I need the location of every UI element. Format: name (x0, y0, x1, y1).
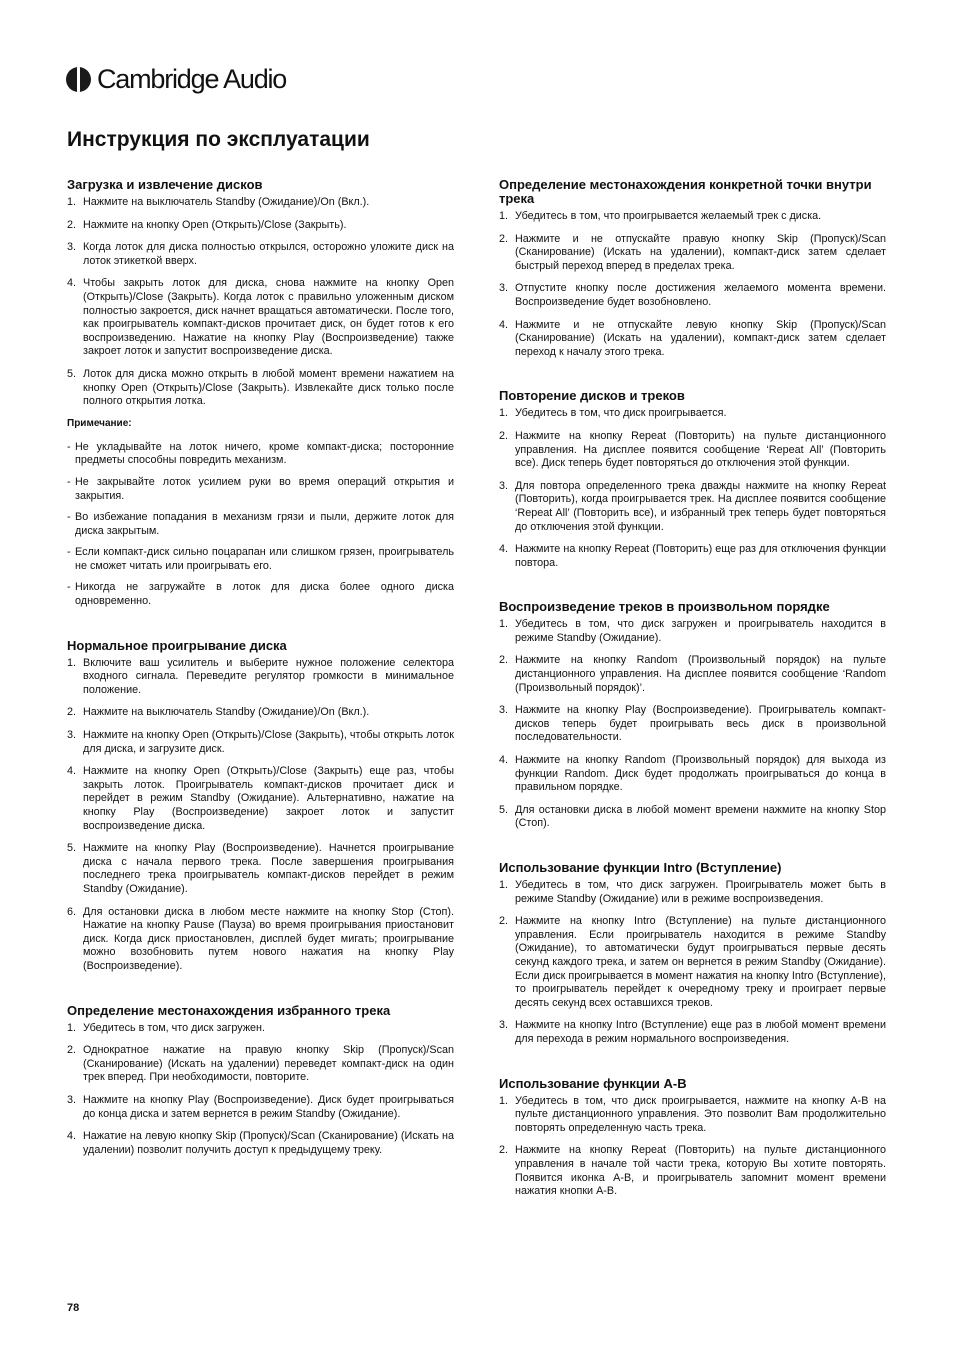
section (67, 1004, 454, 1158)
item-text: Убедитесь в том, что диск загружен и проигрыватель находится в режиме Standby (Ожидание). (515, 618, 886, 644)
section-heading: Определение местонахождения конкретной точки внутри трека (499, 177, 872, 206)
item-text: Нажмите на кнопку Random (Произвольный порядок) для выхода из функции Random. Диск будет продолжать проигрываться до конца в правильном порядке. (515, 754, 886, 794)
list-item (67, 765, 454, 833)
list-item (499, 543, 886, 570)
list-item (499, 1144, 886, 1198)
item-text: Нажмите на кнопку Repeat (Повторить) на пульте дистанционного управления в начале той части трека, которую Вы хотите повторять. Появится иконка A-B, и проигрыватель запомнит момент времени нажатия кнопки A-B. (515, 1144, 886, 1198)
note-text: Во избежание попадания в механизм грязи и пыли, держите лоток для диска закрытым. (75, 511, 454, 537)
note-dash: - (67, 546, 71, 559)
item-number: 2. (499, 1144, 509, 1157)
list-item (67, 657, 454, 698)
item-number: 3. (67, 1093, 77, 1106)
list-item (499, 407, 886, 421)
section-heading: Загрузка и извлечение дисков (67, 177, 263, 192)
section-heading: Повторение дисков и треков (499, 388, 685, 404)
list-item (499, 915, 886, 1010)
item-text: Нажмите на кнопку Repeat (Повторить) на пульте дистанционного управления. На дисплее появится сообщение ‘Repeat All’ (Повторить все). Диск теперь будет повторяться до отключения этой функции. (515, 429, 886, 470)
section-heading: Определение местонахождения избранного трека (67, 1002, 391, 1018)
list-item (499, 282, 886, 309)
item-text: Убедитесь в том, что диск загружен. (83, 1021, 266, 1034)
note-dash: - (67, 581, 71, 594)
list-item (499, 1019, 886, 1046)
right-column (499, 178, 886, 1229)
item-number: 5. (67, 842, 77, 855)
item-text: Нажмите на кнопку Intro (Вступление) на пульте дистанционного управления. Если проигрыватель находится в режиме Standby (Ожидание), то автоматически будут проигрываться первые десять секунд каждого трека, и затем он вернется в режим Standby (Ожидание). Если диск проигрывается в момент нажатия на кнопку Intro (Вступление), то проигрыватель перейдет к очередному треку и проиграет первые десять секунд всех оставшихся треков. (515, 915, 886, 1009)
brand-name: Cambridge Audio (97, 64, 287, 94)
item-text: Нажмите на кнопку Intro (Вступление) еще раз в любой момент времени для перехода в режим нормального воспроизведения. (515, 1019, 886, 1045)
item-number: 1. (499, 618, 509, 631)
note-dash: - (67, 511, 71, 524)
note-text: Если компакт-диск сильно поцарапан или слишком грязен, проигрыватель не сможет читать или проигрывать его. (75, 546, 454, 572)
item-number: 1. (67, 196, 77, 208)
section-heading: Нормальное проигрывание диска (67, 637, 287, 653)
item-number: 4. (67, 277, 77, 290)
item-text: Однократное нажатие на правую кнопку Skip (Пропуск)/Scan (Сканирование) (Искать на удалении) переведет компакт-диск на один трек вперед. При необходимости, повторите. (83, 1044, 454, 1084)
left-column (67, 178, 454, 1187)
section (499, 861, 886, 1047)
item-text: Когда лоток для диска полностью открылся, осторожно уложите диск на лоток этикеткой вверх. (83, 241, 454, 267)
list-item (499, 754, 886, 795)
item-text: Нажмите на кнопку Random (Произвольный порядок) на пульте дистанционного управления. На дисплее появится сообщение ‘Random (Произвольный порядок)’. (515, 654, 886, 694)
item-number: 2. (67, 218, 77, 231)
list-item (67, 729, 454, 756)
item-text: Нажмите на кнопку Play (Воспроизведение). Проигрыватель компакт-дисков теперь будет проигрывать весь диск в произвольной последовательности. (515, 704, 886, 744)
note-item (67, 441, 454, 468)
cambridge-audio-logo-icon (66, 67, 91, 92)
item-number: 1. (499, 1094, 509, 1107)
item-text: Чтобы закрыть лоток для диска, снова нажмите на кнопку Open (Открыть)/Close (Закрыть). Когда лоток с правильно уложенным диском полностью закроется, диск начнет вращаться автоматически. После того, как проигрыватель компакт-дисков прочитает диск, он будет готов к его воспроизведению. Нажатие на кнопку Play (Воспроизведение) также закроет лоток и запустит воспроизведение диска. (83, 277, 454, 358)
list-item (67, 906, 454, 974)
list-item (67, 196, 454, 210)
section (499, 1077, 886, 1199)
item-text: Нажатие на левую кнопку Skip (Пропуск)/Scan (Сканирование) (Искать на удалении) позволит получить доступ к предыдущему треку. (83, 1130, 454, 1156)
section (499, 600, 886, 831)
section-heading: Использование функции A-B (499, 1075, 687, 1091)
item-number: 2. (499, 915, 509, 928)
numbered-list (499, 1095, 886, 1199)
page-title: Инструкция по эксплуатации (67, 128, 370, 151)
section (499, 178, 886, 359)
list-item (67, 1044, 454, 1085)
list-item (499, 480, 886, 534)
item-text: Убедитесь в том, что диск проигрывается, нажмите на кнопку A-B на пульте дистанционного управления. Это позволит Вам продолжительно повторять определенную часть трека. (515, 1094, 886, 1134)
item-number: 3. (499, 1019, 509, 1032)
item-text: Отпустите кнопку после достижения желаемого момента времени. Воспроизведение будет возобновлено. (515, 282, 886, 308)
item-number: 5. (499, 803, 509, 816)
item-number: 5. (67, 367, 77, 380)
list-item (67, 1130, 454, 1157)
item-text: Для повтора определенного трека дважды нажмите на кнопку Repeat (Повторить), когда проигрывается трек. На дисплее появится сообщение ‘Repeat All’ (Повторить все), и избранный трек теперь будет повторяться до отключения этой функции. (515, 479, 886, 533)
note-item (67, 546, 454, 573)
list-item (499, 210, 886, 224)
list-item (67, 368, 454, 409)
item-number: 4. (499, 543, 509, 556)
note-list (67, 441, 454, 609)
item-number: 3. (67, 729, 77, 742)
item-text: Для остановки диска в любой момент времени нажмите на кнопку Stop (Стоп). (515, 803, 886, 830)
item-number: 4. (499, 754, 509, 767)
numbered-list (499, 407, 886, 570)
list-item (499, 654, 886, 695)
note-text: Не укладывайте на лоток ничего, кроме компакт-диска; посторонние предметы способны повредить механизм. (75, 440, 454, 467)
numbered-list (67, 1022, 454, 1158)
item-number: 3. (499, 479, 509, 492)
list-item (499, 430, 886, 471)
item-text: Нажмите на кнопку Play (Воспроизведение). Диск будет проигрываться до конца диска и затем вернется в режим Standby (Ожидание). (83, 1093, 454, 1120)
list-item (499, 704, 886, 745)
list-item (67, 842, 454, 896)
page-number: 78 (67, 1302, 80, 1314)
item-text: Нажмите на кнопку Repeat (Повторить) еще раз для отключения функции повтора. (515, 543, 886, 569)
section-heading: Использование функции Intro (Вступление) (499, 860, 782, 875)
section (499, 389, 886, 570)
item-text: Убедитесь в том, что проигрывается желаемый трек с диска. (515, 210, 822, 222)
note-text: Не закрывайте лоток усилием руки во время операций открытия и закрытия. (75, 475, 454, 502)
item-number: 4. (499, 318, 509, 331)
note-text: Никогда не загружайте в лоток для диска более одного диска одновременно. (75, 581, 454, 608)
numbered-list (67, 657, 454, 974)
item-number: 2. (499, 429, 509, 442)
note-dash: - (67, 475, 71, 488)
item-number: 2. (67, 706, 77, 719)
list-item (499, 618, 886, 645)
item-text: Нажмите на кнопку Open (Открыть)/Close (Закрыть). (83, 218, 347, 231)
list-item (499, 233, 886, 274)
numbered-list (499, 210, 886, 359)
list-item (67, 706, 454, 720)
item-text: Нажмите на выключатель Standby (Ожидание)/On (Вкл.). (83, 706, 370, 719)
list-item (499, 879, 886, 906)
note-item (67, 511, 454, 538)
list-item (67, 241, 454, 268)
note-item (67, 476, 454, 503)
item-number: 6. (67, 905, 77, 918)
item-number: 3. (499, 282, 509, 295)
item-text: Нажмите на выключатель Standby (Ожидание)/On (Вкл.). (83, 196, 370, 208)
note-item (67, 581, 454, 608)
list-item (499, 1095, 886, 1136)
numbered-list (499, 618, 886, 831)
numbered-list (499, 879, 886, 1047)
item-text: Лоток для диска можно открыть в любой момент времени нажатием на кнопку Open (Открыть)/Close (Закрыть). Извлекайте диск только после полного открытия лотка. (83, 367, 454, 408)
item-text: Нажмите и не отпускайте правую кнопку Skip (Пропуск)/Scan (Сканирование) (Искать на удалении), компакт-диск затем сделает быстрый переход вперед в пределах трека. (515, 232, 886, 272)
section (67, 178, 454, 609)
item-number: 1. (499, 879, 509, 891)
list-item (67, 1094, 454, 1121)
item-text: Нажмите на кнопку Open (Открыть)/Close (Закрыть), чтобы открыть лоток для диска, и загрузите диск. (83, 729, 454, 755)
brand-logo (66, 64, 286, 95)
list-item (67, 277, 454, 359)
item-number: 3. (499, 704, 509, 717)
item-number: 1. (67, 1021, 77, 1034)
item-number: 2. (499, 232, 509, 245)
item-text: Для остановки диска в любом месте нажмите на кнопку Stop (Стоп). Нажатие на кнопку Pause (Пауза) во время проигрывания приостановит диск. Когда диск приостановлен, дисплей будет мигать; проигрывание можно возобновить путем нового нажатия на кнопку Play (Воспроизведение). (83, 905, 454, 972)
list-item (499, 319, 886, 360)
item-text: Нажмите и не отпускайте левую кнопку Skip (Пропуск)/Scan (Сканирование) (Искать на удалении), компакт-диск затем сделает переход к началу этого трека. (515, 318, 886, 358)
item-number: 1. (499, 210, 509, 222)
list-item (67, 219, 454, 233)
item-number: 2. (499, 654, 509, 667)
item-number: 3. (67, 241, 77, 254)
note-dash: - (67, 440, 71, 453)
item-number: 1. (67, 656, 77, 669)
note-title: Примечание: (67, 417, 132, 429)
list-item (499, 804, 886, 831)
item-text: Убедитесь в том, что диск загружен. Проигрыватель может быть в режиме Standby (Ожидание) или в режиме воспроизведения. (515, 879, 886, 905)
item-number: 4. (67, 1130, 77, 1143)
list-item (67, 1022, 454, 1036)
item-text: Убедитесь в том, что диск проигрывается. (515, 407, 727, 420)
item-number: 4. (67, 765, 77, 778)
item-number: 1. (499, 407, 509, 420)
numbered-list (67, 196, 454, 409)
section (67, 639, 454, 974)
item-text: Нажмите на кнопку Play (Воспроизведение). Начнется проигрывание диска с начала первого трека. После завершения проигрывания последнего трека проигрыватель компакт-дисков перейдет в режим Standby (Ожидание). (83, 842, 454, 895)
item-text: Нажмите на кнопку Open (Открыть)/Close (Закрыть) еще раз, чтобы закрыть лоток. Проигрыватель компакт-дисков прочитает диск и перейдет в режим Standby (Ожидание). Альтернативно, нажатие на кнопку Play (Воспроизведение) закроет лоток и запустит воспроизведение диска. (83, 765, 454, 832)
item-text: Включите ваш усилитель и выберите нужное положение селектора входного сигнала. Переведите регулятор громкости в минимальное положение. (83, 656, 454, 696)
item-number: 2. (67, 1044, 77, 1057)
section-heading: Воспроизведение треков в произвольном порядке (499, 599, 830, 615)
